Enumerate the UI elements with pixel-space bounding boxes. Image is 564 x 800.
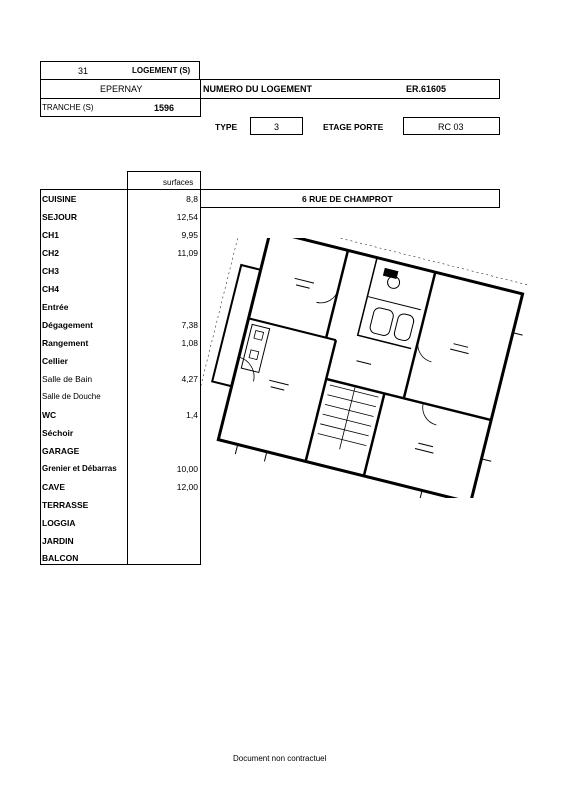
logements-label: LOGEMENT (S): [132, 66, 191, 75]
row-value-wc: 1,4: [186, 410, 198, 420]
row-value-degagement: 7,38: [181, 320, 198, 330]
row-label-rangement: Rangement: [42, 338, 89, 348]
row-value-salle-de-bain: 4,27: [181, 374, 198, 384]
tranche-label: TRANCHE (S): [42, 103, 94, 112]
row-value-ch1: 9,95: [181, 230, 198, 240]
row-label-ch4: CH4: [42, 284, 60, 294]
row-label-salle-de-douche: Salle de Douche: [42, 392, 101, 401]
row-label-degagement: Dégagement: [42, 320, 94, 330]
tranche-value: 1596: [154, 103, 175, 113]
floor-plan-drawing: [200, 238, 530, 498]
numero-value: ER.61605: [406, 84, 447, 94]
surfaces-header: surfaces: [163, 178, 194, 187]
numero-label: NUMERO DU LOGEMENT: [203, 84, 312, 94]
row-label-cave: CAVE: [42, 482, 65, 492]
row-value-rangement: 1,08: [181, 338, 198, 348]
type-value: 3: [274, 122, 280, 132]
row-label-salle-de-bain: Salle de Bain: [42, 374, 93, 384]
row-value-ch2: 11,09: [177, 248, 198, 258]
row-label-wc: WC: [42, 410, 57, 420]
address: 6 RUE DE CHAMPROT: [302, 194, 393, 204]
row-label-sejour: SEJOUR: [42, 212, 77, 222]
city-name: EPERNAY: [100, 84, 143, 94]
row-label-garage: GARAGE: [42, 446, 80, 456]
row-value-sejour: 12,54: [176, 212, 198, 222]
row-label-ch2: CH2: [42, 248, 60, 258]
row-label-balcon: BALCON: [42, 553, 79, 563]
row-label-loggia: LOGGIA: [42, 518, 76, 528]
row-label-grenier: Grenier et Débarras: [42, 464, 117, 473]
disclaimer: Document non contractuel: [233, 754, 327, 763]
row-value-cuisine: 8,8: [186, 194, 198, 204]
row-value-grenier: 10,00: [176, 464, 198, 474]
etage-value: RC 03: [438, 122, 464, 132]
row-label-cuisine: CUISINE: [42, 194, 77, 204]
row-label-entree: Entrée: [42, 302, 69, 312]
etage-label: ETAGE PORTE: [323, 122, 384, 132]
row-label-ch3: CH3: [42, 266, 60, 276]
row-value-cave: 12,00: [176, 482, 198, 492]
type-label: TYPE: [215, 122, 238, 132]
row-label-terrasse: TERRASSE: [42, 500, 89, 510]
row-label-jardin: JARDIN: [42, 536, 74, 546]
row-label-ch1: CH1: [42, 230, 60, 240]
row-label-cellier: Cellier: [42, 356, 68, 366]
logements-count: 31: [78, 66, 89, 76]
row-label-sechoir: Séchoir: [42, 428, 74, 438]
